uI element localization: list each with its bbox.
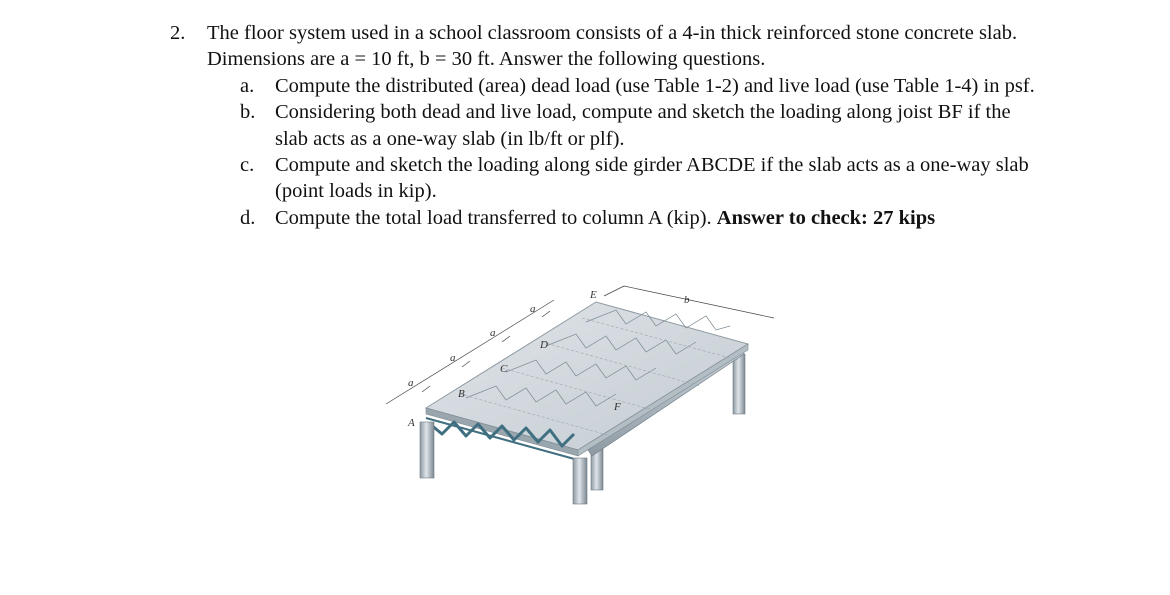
label-d-point: D — [540, 339, 548, 351]
floor-system-diagram — [378, 282, 788, 510]
part-text: Considering both dead and live load, compute and sketch the loading along joist BF if the slab acts as a one-way slab (in lb/ft or plf). — [275, 101, 1011, 150]
label-a-dim-4: a — [530, 303, 536, 315]
tick-4 — [542, 311, 550, 317]
dim-b-ext — [604, 286, 624, 296]
part-marker: c. — [240, 154, 255, 177]
label-f-point: F — [614, 401, 621, 413]
part-a — [240, 73, 1070, 99]
column-a — [420, 422, 434, 478]
tick-2 — [462, 361, 470, 367]
part-d — [240, 205, 1070, 231]
problem-intro-row — [170, 20, 1070, 73]
tick-3 — [502, 336, 510, 342]
label-e-point: E — [590, 289, 597, 301]
problem-2 — [170, 20, 1070, 231]
problem-number: 2. — [170, 22, 186, 44]
part-text: Compute and sketch the loading along side girder ABCDE if the slab acts as a one-way slab (point loads in kip). — [275, 154, 1029, 203]
column-back-right — [733, 354, 745, 414]
label-a-dim-3: a — [490, 327, 496, 339]
problem-intro: The floor system used in a school classroom consists of a 4-in thick reinforced stone concrete slab. Dimensions are a = 10 ft, b = 30 ft. Answer the following questions. — [207, 22, 1018, 71]
label-a-dim-2: a — [450, 352, 456, 364]
part-c — [240, 152, 1070, 205]
label-c-point: C — [500, 363, 508, 375]
part-marker: d. — [240, 206, 256, 229]
part-b — [240, 99, 1070, 152]
part-marker: b. — [240, 101, 256, 124]
label-a-dim-1: a — [408, 377, 414, 389]
floor-system-figure — [378, 282, 788, 510]
part-text — [275, 205, 1035, 231]
part-text: Compute the distributed (area) dead load (use Table 1-2) and live load (use Table 1-4) in psf. — [275, 74, 1035, 97]
label-b-dim: b — [684, 294, 690, 306]
part-d-question: Compute the total load transferred to column A (kip). — [275, 206, 717, 229]
tick-1 — [422, 386, 430, 392]
part-marker: a. — [240, 74, 255, 97]
label-a-point: A — [408, 417, 415, 429]
label-b-point: B — [458, 388, 465, 400]
problem-parts — [240, 73, 1070, 231]
column-front-mid — [573, 458, 587, 504]
answer-check: Answer to check: 27 kips — [716, 206, 936, 229]
